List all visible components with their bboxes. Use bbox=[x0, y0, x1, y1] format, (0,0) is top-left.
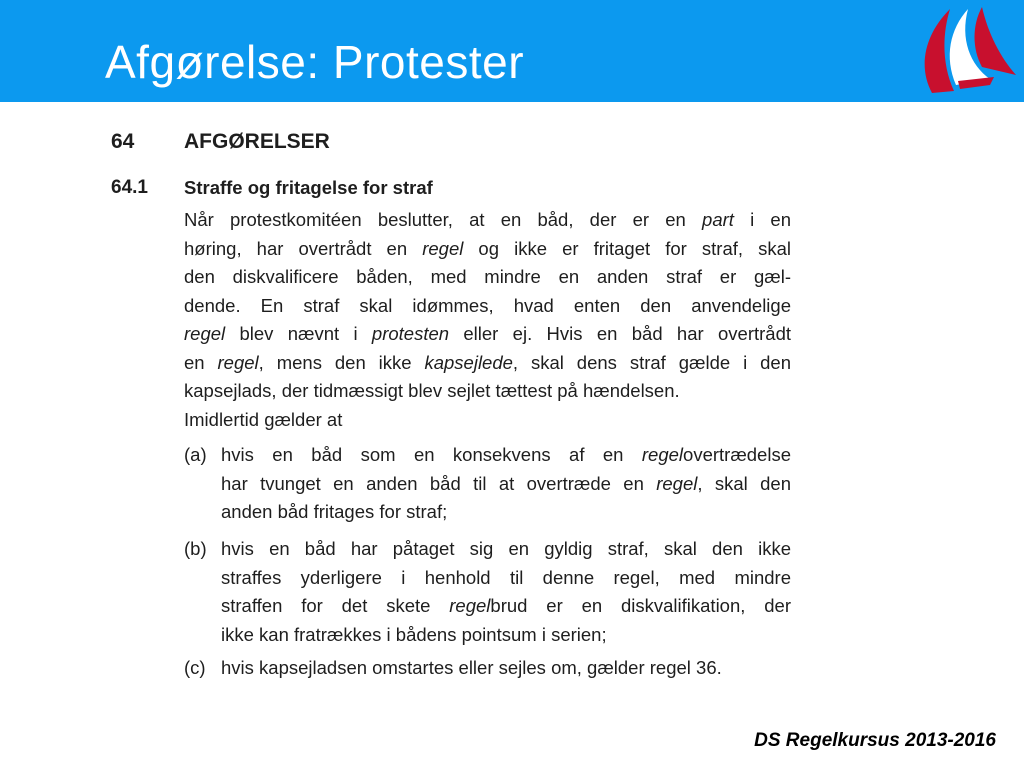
text-run: høring, har overtrådt en bbox=[184, 237, 423, 259]
text-run: Når protestkomitéen beslutter, at en båd, der er en bbox=[184, 209, 703, 230]
text-run: en bbox=[184, 351, 218, 373]
section-heading: AFGØRELSER bbox=[184, 130, 330, 153]
text-line bbox=[184, 235, 791, 263]
text-run: i en bbox=[733, 209, 791, 230]
defined-term: regel bbox=[449, 595, 491, 616]
defined-term: regel bbox=[641, 444, 684, 465]
defined-term: regel bbox=[184, 323, 226, 344]
text-line bbox=[221, 621, 791, 649]
defined-term: regel bbox=[422, 237, 464, 259]
text-run: , mens den ikke bbox=[258, 351, 425, 373]
section-number: 64 bbox=[111, 130, 135, 153]
text-run: hvis kapsejladsen omstartes eller sejles om, gælder regel 36. bbox=[221, 657, 722, 678]
item-label: (b) bbox=[184, 538, 207, 559]
text-run: ikke kan fratrækkes i bådens pointsum i serien; bbox=[221, 623, 607, 645]
text-run: dende. En straf skal idømmes, hvad enten den anvendelige bbox=[184, 294, 791, 316]
footer-course-label: DS Regelkursus 2013-2016 bbox=[754, 730, 996, 751]
text-run: Imidlertid gælder at bbox=[184, 408, 343, 430]
text-run: overtrædelse bbox=[683, 444, 791, 465]
text-line bbox=[221, 498, 791, 526]
text-run: den diskvalificere båden, med mindre en anden straf er gæl- bbox=[184, 266, 791, 287]
text-line bbox=[184, 406, 791, 434]
text-run: blev nævnt i bbox=[225, 323, 372, 344]
text-run: , skal dens straf gælde i den bbox=[512, 351, 791, 373]
item-label: (a) bbox=[184, 444, 207, 465]
text-line bbox=[184, 349, 791, 377]
text-line bbox=[221, 535, 791, 563]
slide-title: Afgørelse: Protester bbox=[105, 36, 525, 88]
subsection-heading: Straffe og fritagelse for straf bbox=[184, 177, 433, 198]
text-line bbox=[184, 263, 791, 291]
defined-term: regel bbox=[656, 472, 698, 494]
text-line bbox=[221, 441, 791, 469]
defined-term: part bbox=[702, 209, 734, 230]
text-run: har tvunget en anden båd til at overtræde en bbox=[221, 472, 657, 494]
text-run: hvis en båd som en konsekvens af en bbox=[221, 444, 642, 465]
text-run: kapsejlads, der tidmæssigt blev sejlet tættest på hændelsen. bbox=[184, 380, 680, 401]
text-line bbox=[184, 320, 791, 348]
text-run: brud er en diskvalifikation, der bbox=[490, 595, 791, 616]
text-run: hvis en båd har påtaget sig en gyldig straf, skal den ikke bbox=[221, 538, 791, 559]
defined-term: kapsejlede bbox=[424, 351, 513, 373]
text-line bbox=[184, 206, 791, 234]
text-line bbox=[184, 377, 791, 405]
text-line bbox=[184, 292, 791, 320]
text-run: og ikke er fritaget for straf, skal bbox=[463, 237, 791, 259]
item-label: (c) bbox=[184, 657, 206, 678]
text-run: eller ej. Hvis en båd har overtrådt bbox=[449, 323, 792, 344]
defined-term: protesten bbox=[371, 323, 450, 344]
text-line bbox=[221, 592, 791, 620]
text-line bbox=[221, 564, 791, 592]
defined-term: regel bbox=[217, 351, 259, 373]
text-run: anden båd fritages for straf; bbox=[221, 501, 448, 522]
subsection-number: 64.1 bbox=[111, 177, 148, 198]
text-run: straffes yderligere i henhold til denne regel, med mindre bbox=[221, 566, 791, 588]
text-run: , skal den bbox=[697, 472, 791, 494]
text-line bbox=[221, 470, 791, 498]
text-run: straffen for det skete bbox=[221, 595, 450, 616]
text-line bbox=[221, 654, 791, 682]
